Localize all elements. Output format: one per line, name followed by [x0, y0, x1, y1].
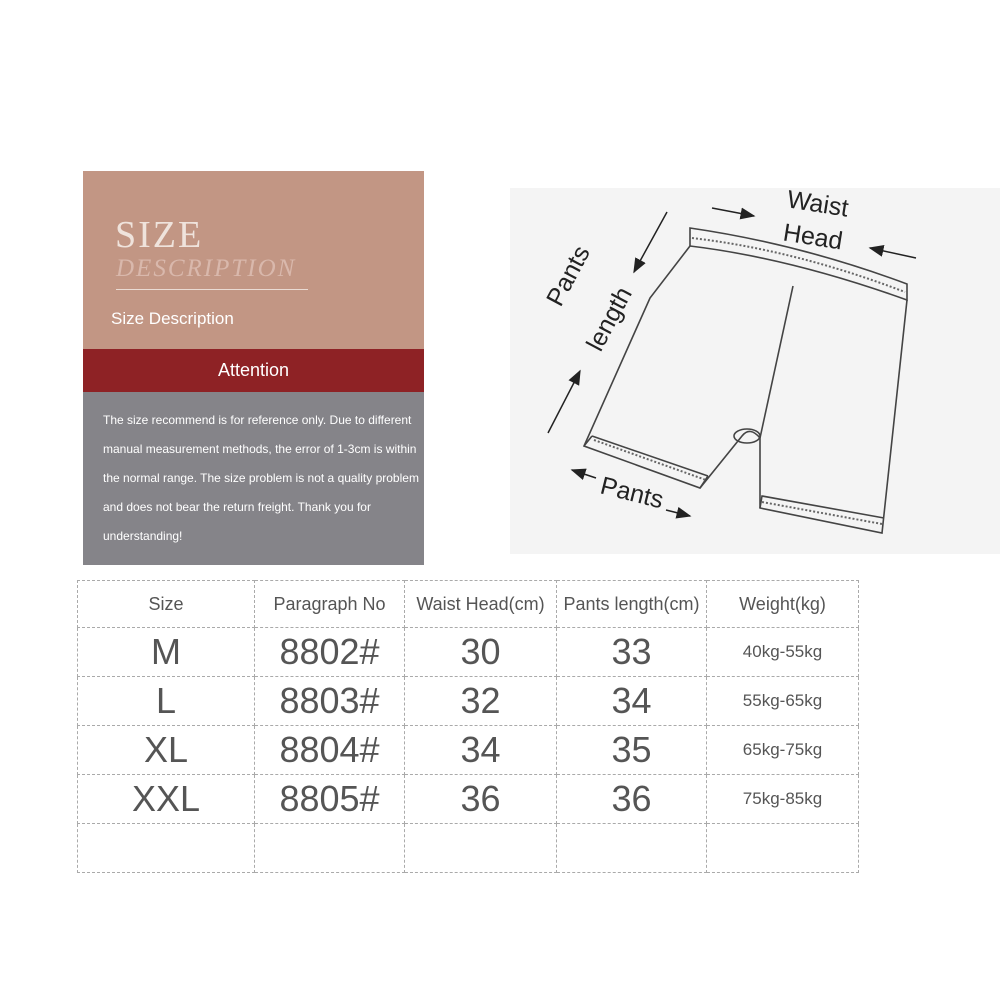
- cell-pants-length: 36: [557, 775, 707, 824]
- size-title: SIZE: [115, 214, 204, 256]
- cell-paragraph-no: 8803#: [255, 677, 405, 726]
- empty-cell: [557, 824, 707, 873]
- header-pants-length: Pants length(cm): [557, 581, 707, 628]
- pants-length-label-line1: Pants: [541, 241, 596, 311]
- cell-weight: 40kg-55kg: [707, 628, 859, 677]
- cell-weight: 55kg-65kg: [707, 677, 859, 726]
- cell-pants-length: 35: [557, 726, 707, 775]
- size-table: [77, 580, 859, 873]
- attention-label: Attention: [217, 360, 290, 380]
- header-size: Size: [78, 581, 255, 628]
- header-paragraph-no: Paragraph No: [255, 581, 405, 628]
- attention-body: [83, 392, 424, 565]
- cell-waist-head: 34: [405, 726, 557, 775]
- table-row-empty: [78, 824, 859, 873]
- table-row: [78, 726, 859, 775]
- table-row: [78, 775, 859, 824]
- cell-pants-length: 34: [557, 677, 707, 726]
- attention-text: The size recommend is for reference only. Due to different manual measurement methods, the error of 1-3cm is within the normal range. The size problem is not a quality problem and does not bear the return freight. Thank you for understanding!: [103, 413, 419, 543]
- title-divider: [116, 289, 308, 290]
- cell-paragraph-no: 8802#: [255, 628, 405, 677]
- shorts-diagram: [510, 185, 1000, 554]
- cell-waist-head: 32: [405, 677, 557, 726]
- shorts-illustration: [510, 185, 1000, 554]
- size-description-header: [83, 171, 424, 349]
- measurement-arrows: [548, 208, 916, 516]
- cell-waist-head: 30: [405, 628, 557, 677]
- waist-label: Waist: [785, 185, 851, 223]
- empty-cell: [255, 824, 405, 873]
- cell-size: L: [78, 677, 255, 726]
- size-subtitle: DESCRIPTION: [116, 255, 297, 282]
- header-weight: Weight(kg): [707, 581, 859, 628]
- cell-waist-head: 36: [405, 775, 557, 824]
- cell-size: XXL: [78, 775, 255, 824]
- table-header-row: [78, 581, 859, 628]
- empty-cell: [405, 824, 557, 873]
- cell-weight: 75kg-85kg: [707, 775, 859, 824]
- cell-pants-length: 33: [557, 628, 707, 677]
- empty-cell: [707, 824, 859, 873]
- head-label: Head: [781, 218, 845, 256]
- header-waist-head: Waist Head(cm): [405, 581, 557, 628]
- empty-cell: [78, 824, 255, 873]
- cell-size: XL: [78, 726, 255, 775]
- cell-weight: 65kg-75kg: [707, 726, 859, 775]
- table-row: [78, 677, 859, 726]
- attention-bar: [83, 349, 424, 392]
- table-row: [78, 628, 859, 677]
- size-description-label: Size Description: [111, 309, 234, 328]
- pants-length-label-line2: length: [581, 282, 638, 356]
- pants-label: Pants: [597, 471, 667, 515]
- cell-paragraph-no: 8804#: [255, 726, 405, 775]
- cell-size: M: [78, 628, 255, 677]
- cell-paragraph-no: 8805#: [255, 775, 405, 824]
